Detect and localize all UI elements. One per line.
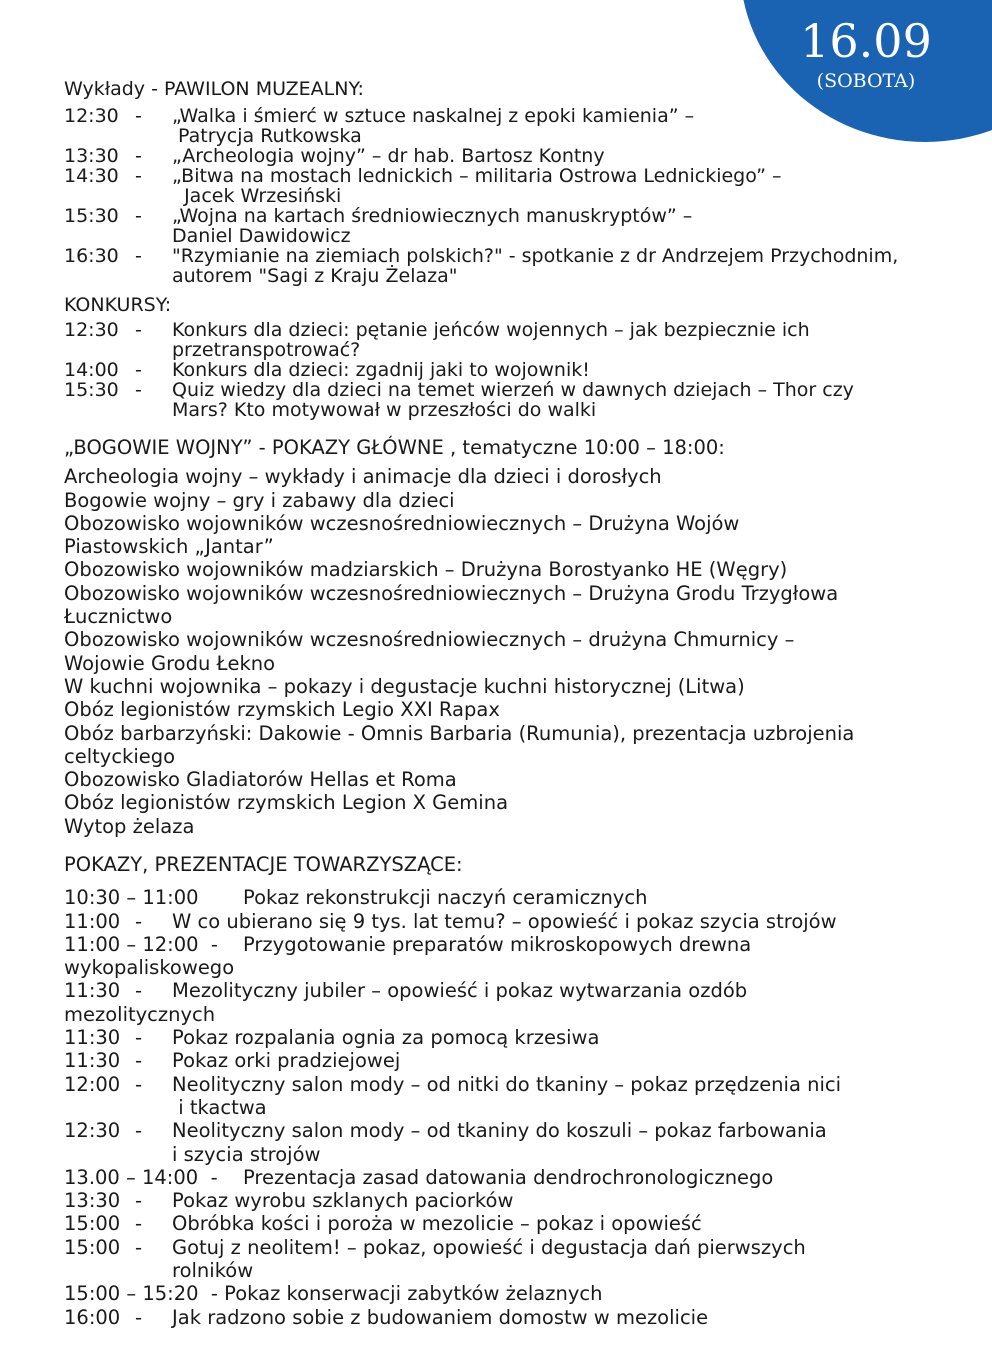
- badge-day: (SOBOTA): [816, 70, 916, 92]
- section-header: POKAZY, PREZENTACJE TOWARZYSZĄCE:: [64, 853, 463, 876]
- list-item: 12:30 - Neolityczny salon mody – od tkaniny do koszuli – pokaz farbowania: [64, 1119, 827, 1143]
- list-item: Wojowie Grodu Łekno: [64, 651, 276, 675]
- list-item: 14:30 - „Bitwa na mostach lednickich – militaria Ostrowa Lednickiego” – Jacek Wrzesiński: [64, 165, 782, 207]
- side-shows-section: [64, 853, 954, 1329]
- list-item: Obozowisko wojowników wczesnośredniowiecznych – drużyna Chmurnicy –: [64, 628, 795, 652]
- list-item: 15:00 - Gotuj z neolitem! – pokaz, opowieść i degustacja dań pierwszych: [64, 1235, 806, 1259]
- list-item: 11:30 - Pokaz orki pradziejowej: [64, 1049, 401, 1073]
- badge-date: 16.09: [800, 14, 932, 68]
- list-item: i tkactwa: [172, 1095, 267, 1119]
- list-item: 15:00 – 15:20 - Pokaz konserwacji zabytków żelaznych: [64, 1282, 603, 1306]
- list-item: 15:00 - Obróbka kości i poroża w mezolicie – pokaz i opowieść: [64, 1212, 702, 1236]
- list-item: 13:30 - „Archeologia wojny” – dr hab. Bartosz Kontny: [64, 145, 605, 167]
- list-item: rolników: [172, 1259, 254, 1283]
- list-item: 16:00 - Jak radzono sobie z budowaniem domostw w mezolicie: [64, 1305, 709, 1329]
- list-item: 12:30 - „Walka i śmierć w sztuce naskalnej z epoki kamienia” – Patrycja Rutkowska: [64, 105, 695, 147]
- lectures-section: [64, 79, 954, 286]
- list-item: 13:30 - Pokaz wyrobu szklanych paciorków: [64, 1189, 514, 1213]
- list-item: Obozowisko Gladiatorów Hellas et Roma: [64, 768, 457, 792]
- list-item: 15:30 - Quiz wiedzy dla dzieci na temet wierzeń w dawnych dziejach – Thor czy Mars? Kto motywował w przeszłości do walki: [64, 379, 854, 421]
- contest-list: [64, 320, 954, 420]
- section-header: KONKURSY:: [64, 294, 172, 316]
- list-item: Archeologia wojny – wykłady i animacje dla dzieci i dorosłych: [64, 465, 662, 489]
- list-item: 11:30 - Pokaz rozpalania ognia za pomocą krzesiwa: [64, 1026, 600, 1050]
- list-item: Obozowisko wojowników wczesnośredniowiecznych – Drużyna Wojów: [64, 511, 740, 535]
- list-item: 16:30 - "Rzymianie na ziemiach polskich?" - spotkanie z dr Andrzejem Przychodnim, autorem "Sagi z Kraju Żelaza": [64, 245, 899, 287]
- list-item: Wytop żelaza: [64, 814, 195, 838]
- list-item: Obóz legionistów rzymskich Legion X Gemina: [64, 791, 509, 815]
- list-item: 12:00 - Neolityczny salon mody – od nitki do tkaniny – pokaz przędzenia nici: [64, 1072, 842, 1096]
- list-item: i szycia strojów: [172, 1142, 321, 1166]
- main-shows-section: [64, 436, 954, 838]
- list-item: wykopaliskowego: [64, 956, 235, 980]
- list-item: 11:00 – 12:00 - Przygotowanie preparatów mikroskopowych drewna: [64, 932, 752, 956]
- list-item: Łucznictwo: [64, 605, 173, 629]
- list-item: mezolitycznych: [64, 1002, 216, 1026]
- list-item: Obóz barbarzyński: Dakowie - Omnis Barbaria (Rumunia), prezentacja uzbrojenia: [64, 721, 855, 745]
- list-item: 10:30 – 11:00 Pokaz rekonstrukcji naczyń ceramicznych: [64, 886, 648, 910]
- list-item: W kuchni wojownika – pokazy i degustacje kuchni historycznej (Litwa): [64, 674, 745, 698]
- list-item: 15:30 - „Wojna na kartach średniowiecznych manuskryptów” – Daniel Dawidowicz: [64, 205, 693, 247]
- list-item: celtyckiego: [64, 744, 176, 768]
- list-item: 14:00 - Konkurs dla dzieci: zgadnij jaki to wojownik!: [64, 359, 590, 381]
- list-item: 13.00 – 14:00 - Prezentacja zasad datowania dendrochronologicznego: [64, 1165, 774, 1189]
- list-item: Bogowie wojny – gry i zabawy dla dzieci: [64, 488, 455, 512]
- section-header: Wykłady - PAWILON MUZEALNY:: [64, 78, 364, 100]
- side-shows-list: [64, 886, 954, 1329]
- section-header: „BOGOWIE WOJNY” - POKAZY GŁÓWNE , tematyczne 10:00 – 18:00:: [64, 436, 725, 459]
- list-item: 11:00 - W co ubierano się 9 tys. lat temu? – opowieść i pokaz szycia strojów: [64, 909, 837, 933]
- list-item: Obozowisko wojowników wczesnośredniowiecznych – Drużyna Grodu Trzygłowa: [64, 581, 839, 605]
- list-item: 12:30 - Konkurs dla dzieci: pętanie jeńców wojennych – jak bezpiecznie ich przetranspotrować?: [64, 319, 810, 361]
- list-item: Piastowskich „Jantar”: [64, 535, 274, 559]
- list-item: Obóz legionistów rzymskich Legio XXI Rapax: [64, 698, 500, 722]
- contests-section: [64, 295, 954, 420]
- list-item: 11:30 - Mezolityczny jubiler – opowieść i pokaz wytwarzania ozdób: [64, 979, 748, 1003]
- lecture-list: [64, 106, 954, 286]
- main-shows-list: [64, 465, 954, 838]
- list-item: Obozowisko wojowników madziarskich – Drużyna Borostyanko HE (Węgry): [64, 558, 788, 582]
